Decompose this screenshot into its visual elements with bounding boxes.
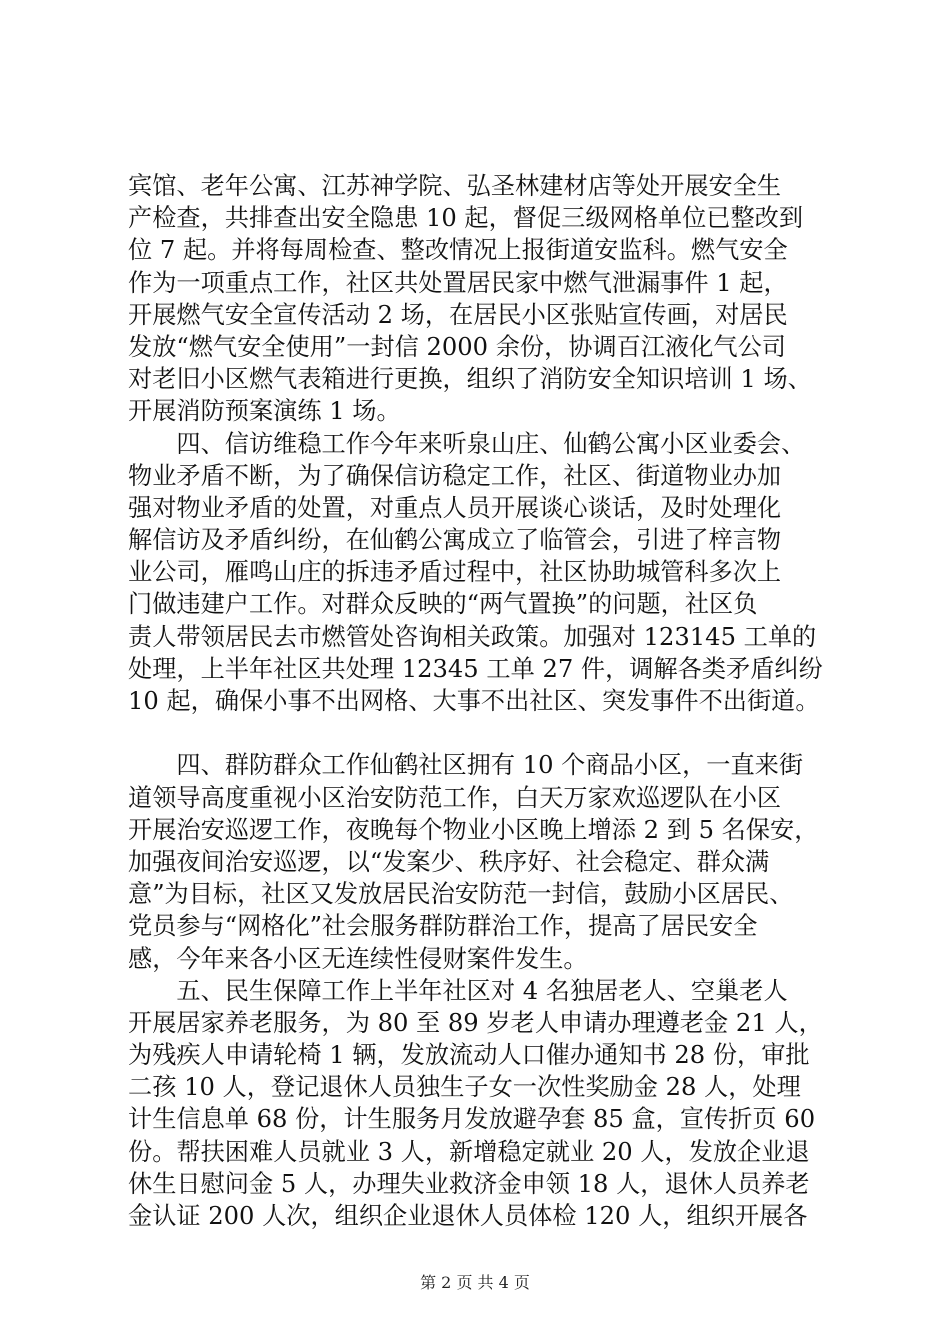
paragraph-gap xyxy=(128,717,828,749)
text-line: 五、民生保障工作上半年社区对 4 名独居老人、空巢老人 xyxy=(128,976,788,1005)
text-line: 强对物业矛盾的处置，对重点人员开展谈心谈话，及时处理化 xyxy=(128,493,782,522)
text-line: 意”为目标，社区又发放居民治安防范一封信，鼓励小区居民、 xyxy=(128,880,794,909)
text-line: 业公司，雁鸣山庄的拆违矛盾过程中，社区协助城管科多次上 xyxy=(128,558,782,587)
text-line: 宾馆、老年公寓、江苏神学院、弘圣林建材店等处开展安全生 xyxy=(128,172,782,200)
text-line: 道领导高度重视小区治安防范工作，白天万家欢巡逻队在小区 xyxy=(128,783,782,812)
paragraph-petition xyxy=(128,428,828,718)
text-line: 开展消防预案演练 1 场。 xyxy=(128,397,401,426)
text-line: 作为一项重点工作，社区共处置居民家中燃气泄漏事件 1 起， xyxy=(128,268,788,297)
text-line: 对老旧小区燃气表箱进行更换，组织了消防安全知识培训 1 场、 xyxy=(128,365,812,394)
text-line: 感，今年来各小区无连续性侵财案件发生。 xyxy=(128,944,588,973)
text-line: 位 7 起。并将每周检查、整改情况上报街道安监科。燃气安全 xyxy=(128,236,788,265)
text-line: 四、信访维稳工作今年来听泉山庄、仙鹤公寓小区业委会、 xyxy=(128,429,806,458)
text-line: 四、群防群众工作仙鹤社区拥有 10 个商品小区，一直来街 xyxy=(128,751,804,780)
text-line: 计生信息单 68 份，计生服务月发放避孕套 85 盒，宣传折页 60 xyxy=(128,1105,816,1134)
text-line: 物业矛盾不断，为了确保信访稳定工作，社区、街道物业办加 xyxy=(128,461,782,490)
text-line: 门做违建户工作。对群众反映的“两气置换”的问题，社区负 xyxy=(128,590,758,619)
paragraph-livelihood xyxy=(128,975,828,1233)
text-line: 加强夜间治安巡逻，以“发案少、秩序好、社会稳定、群众满 xyxy=(128,847,770,876)
text-line: 处理，上半年社区共处理 12345 工单 27 件，调解各类矛盾纠纷 xyxy=(128,654,823,683)
text-line: 发放“燃气安全使用”一封信 2000 余份，协调百江液化气公司 xyxy=(128,332,786,361)
text-line: 开展治安巡逻工作，夜晚每个物业小区晚上增添 2 到 5 名保安， xyxy=(128,815,819,844)
text-line: 休生日慰问金 5 人，办理失业救济金申领 18 人，退休人员养老 xyxy=(128,1169,810,1198)
text-line: 为残疾人申请轮椅 1 辆，发放流动人口催办通知书 28 份，审批 xyxy=(128,1041,810,1070)
document-body xyxy=(128,170,828,1232)
page-footer: 第 2 页 共 4 页 xyxy=(420,1273,530,1292)
text-line: 开展燃气安全宣传活动 2 场，在居民小区张贴宣传画，对居民 xyxy=(128,300,788,329)
text-line: 解信访及矛盾纠纷，在仙鹤公寓成立了临管会，引进了梓言物 xyxy=(128,526,782,555)
text-line: 金认证 200 人次，组织企业退休人员体检 120 人，组织开展各 xyxy=(128,1202,808,1230)
text-line: 10 起，确保小事不出网格、大事不出社区、突发事件不出街道。 xyxy=(128,687,820,715)
text-line: 开展居家养老服务，为 80 至 89 岁老人申请办理遵老金 21 人， xyxy=(128,1008,823,1037)
text-line: 份。帮扶困难人员就业 3 人，新增稳定就业 20 人，发放企业退 xyxy=(128,1137,810,1166)
text-line: 产检查，共排查出安全隐患 10 起，督促三级网格单位已整改到 xyxy=(128,204,804,233)
paragraph-safety xyxy=(128,170,828,428)
paragraph-public-security xyxy=(128,749,828,974)
text-line: 责人带领居民去市燃管处咨询相关政策。加强对 123145 工单的 xyxy=(128,622,817,651)
text-line: 党员参与“网格化”社会服务群防群治工作，提高了居民安全 xyxy=(128,912,758,941)
text-line: 二孩 10 人，登记退休人员独生子女一次性奖励金 28 人，处理 xyxy=(128,1073,801,1102)
